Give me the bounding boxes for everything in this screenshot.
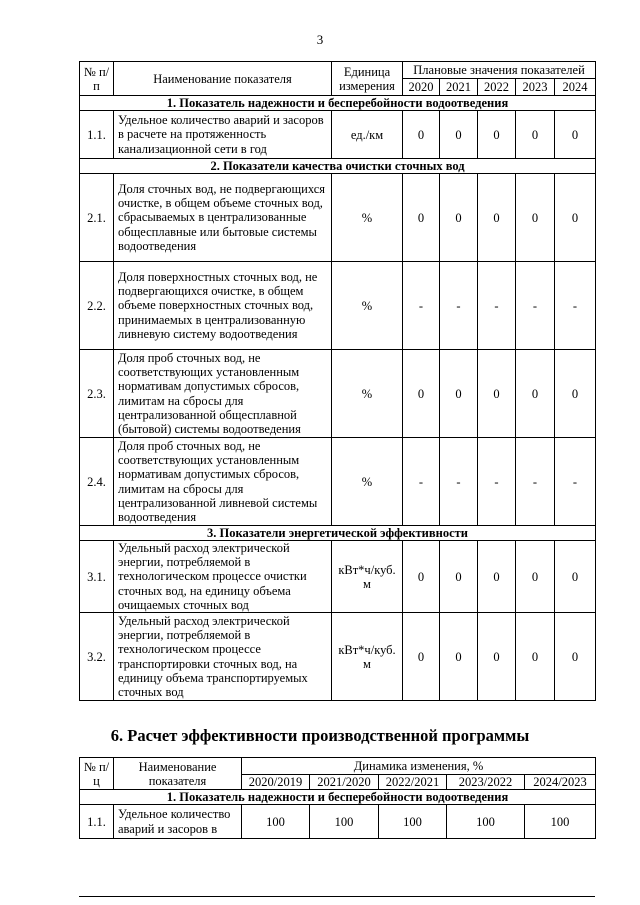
value-cell: 0 [516, 613, 555, 701]
value-cell: 0 [403, 541, 440, 613]
year-header: 2022 [478, 79, 516, 96]
unit: кВт*ч/куб. м [332, 541, 403, 613]
col-header-unit: Единица измерения [332, 62, 403, 96]
value-cell: 0 [440, 613, 478, 701]
row-num: 2.3. [80, 350, 114, 438]
value-cell: 100 [242, 805, 310, 839]
row-num: 3.2. [80, 613, 114, 701]
value-cell: 0 [440, 350, 478, 438]
value-cell: 0 [478, 613, 516, 701]
value-cell: - [516, 262, 555, 350]
section-title: 2. Показатели качества очистки сточных вод [80, 159, 596, 174]
value-cell: 100 [310, 805, 379, 839]
value-cell: 0 [403, 111, 440, 159]
col-header-num-2: № п/ц [80, 758, 114, 790]
value-cell: 0 [440, 174, 478, 262]
value-cell: 0 [478, 541, 516, 613]
table-row [80, 174, 596, 262]
section-title: 1. Показатель надежности и бесперебойности водоотведения [80, 790, 596, 805]
value-cell: 0 [478, 111, 516, 159]
period-header: 2023/2022 [447, 775, 525, 790]
year-header: 2024 [555, 79, 596, 96]
col-header-planned: Плановые значения показателей [403, 62, 596, 79]
value-cell: - [478, 262, 516, 350]
value-cell: - [403, 262, 440, 350]
col-header-name: Наименование показателя [114, 62, 332, 96]
unit: ед./км [332, 111, 403, 159]
value-cell: 0 [555, 541, 596, 613]
indicator-name: Удельное количество аварий и засоров в расчете на протяженность канализационной сети в год [114, 111, 332, 159]
section-title: 1. Показатель надежности и бесперебойности водоотведения [80, 96, 596, 111]
value-cell: 0 [403, 174, 440, 262]
value-cell: - [440, 438, 478, 526]
row-num: 2.2. [80, 262, 114, 350]
row-num: 1.1. [80, 805, 114, 839]
unit: % [332, 262, 403, 350]
value-cell: - [403, 438, 440, 526]
value-cell: 0 [478, 174, 516, 262]
indicator-name: Доля проб сточных вод, не соответствующих установленным нормативам допустимых сбросов, лимитам на сбросы для централизованной ливневой системы водоотведения [114, 438, 332, 526]
table-row [80, 350, 596, 438]
indicator-name: Удельный расход электрической энергии, потребляемой в технологическом процессе транспортировки сточных вод, на единицу объема транспортируемых сточных вод [114, 613, 332, 701]
value-cell: 0 [403, 613, 440, 701]
value-cell: 0 [555, 111, 596, 159]
unit: % [332, 174, 403, 262]
value-cell: 0 [555, 350, 596, 438]
indicator-name: Удельное количество аварий и засоров в [114, 805, 242, 839]
col-header-dynamics: Динамика изменения, % [242, 758, 596, 775]
value-cell: - [555, 262, 596, 350]
value-cell: 0 [555, 613, 596, 701]
page-bottom-divider [79, 896, 595, 897]
col-header-num: № п/п [80, 62, 114, 96]
indicator-name: Удельный расход электрической энергии, потребляемой в технологическом процессе очистки сточных вод, на единицу объема очищаемых сточных вод [114, 541, 332, 613]
indicator-name: Доля поверхностных сточных вод, не подвергающихся очистке, в общем объеме поверхностных сточных вод, принимаемых в централизованную ливневую систему водоотведения [114, 262, 332, 350]
value-cell: 0 [403, 350, 440, 438]
row-num: 2.4. [80, 438, 114, 526]
year-header: 2021 [440, 79, 478, 96]
value-cell: 100 [525, 805, 596, 839]
value-cell: - [440, 262, 478, 350]
value-cell: 100 [447, 805, 525, 839]
year-header: 2020 [403, 79, 440, 96]
period-header: 2022/2021 [379, 775, 447, 790]
year-header: 2023 [516, 79, 555, 96]
value-cell: 0 [516, 111, 555, 159]
table-row [80, 613, 596, 701]
value-cell: 0 [555, 174, 596, 262]
value-cell: 0 [516, 174, 555, 262]
value-cell: 0 [516, 350, 555, 438]
table-row [80, 262, 596, 350]
value-cell: 0 [440, 111, 478, 159]
planned-indicators-table [79, 61, 596, 701]
indicator-name: Доля проб сточных вод, не соответствующих установленным нормативам допустимых сбросов, лимитам на сбросы для централизованной общесплавной (бытовой) системы водоотведения [114, 350, 332, 438]
table-row [80, 438, 596, 526]
table-row [80, 111, 596, 159]
efficiency-table [79, 757, 596, 839]
value-cell: - [478, 438, 516, 526]
indicator-name: Доля сточных вод, не подвергающихся очистке, в общем объеме сточных вод, сбрасываемых в централизованные общесплавные или бытовые системы водоотведения [114, 174, 332, 262]
section-title: 3. Показатели энергетической эффективности [80, 526, 596, 541]
section-6-title: 6. Расчет эффективности производственной программы [110, 726, 530, 745]
page-number: 3 [316, 32, 324, 47]
period-header: 2021/2020 [310, 775, 379, 790]
row-num: 3.1. [80, 541, 114, 613]
value-cell: - [516, 438, 555, 526]
unit: % [332, 438, 403, 526]
value-cell: - [555, 438, 596, 526]
value-cell: 0 [478, 350, 516, 438]
row-num: 1.1. [80, 111, 114, 159]
value-cell: 0 [516, 541, 555, 613]
row-num: 2.1. [80, 174, 114, 262]
value-cell: 100 [379, 805, 447, 839]
table-row [80, 541, 596, 613]
value-cell: 0 [440, 541, 478, 613]
col-header-name-2: Наименование показателя [114, 758, 242, 790]
unit: % [332, 350, 403, 438]
period-header: 2024/2023 [525, 775, 596, 790]
unit: кВт*ч/куб. м [332, 613, 403, 701]
period-header: 2020/2019 [242, 775, 310, 790]
